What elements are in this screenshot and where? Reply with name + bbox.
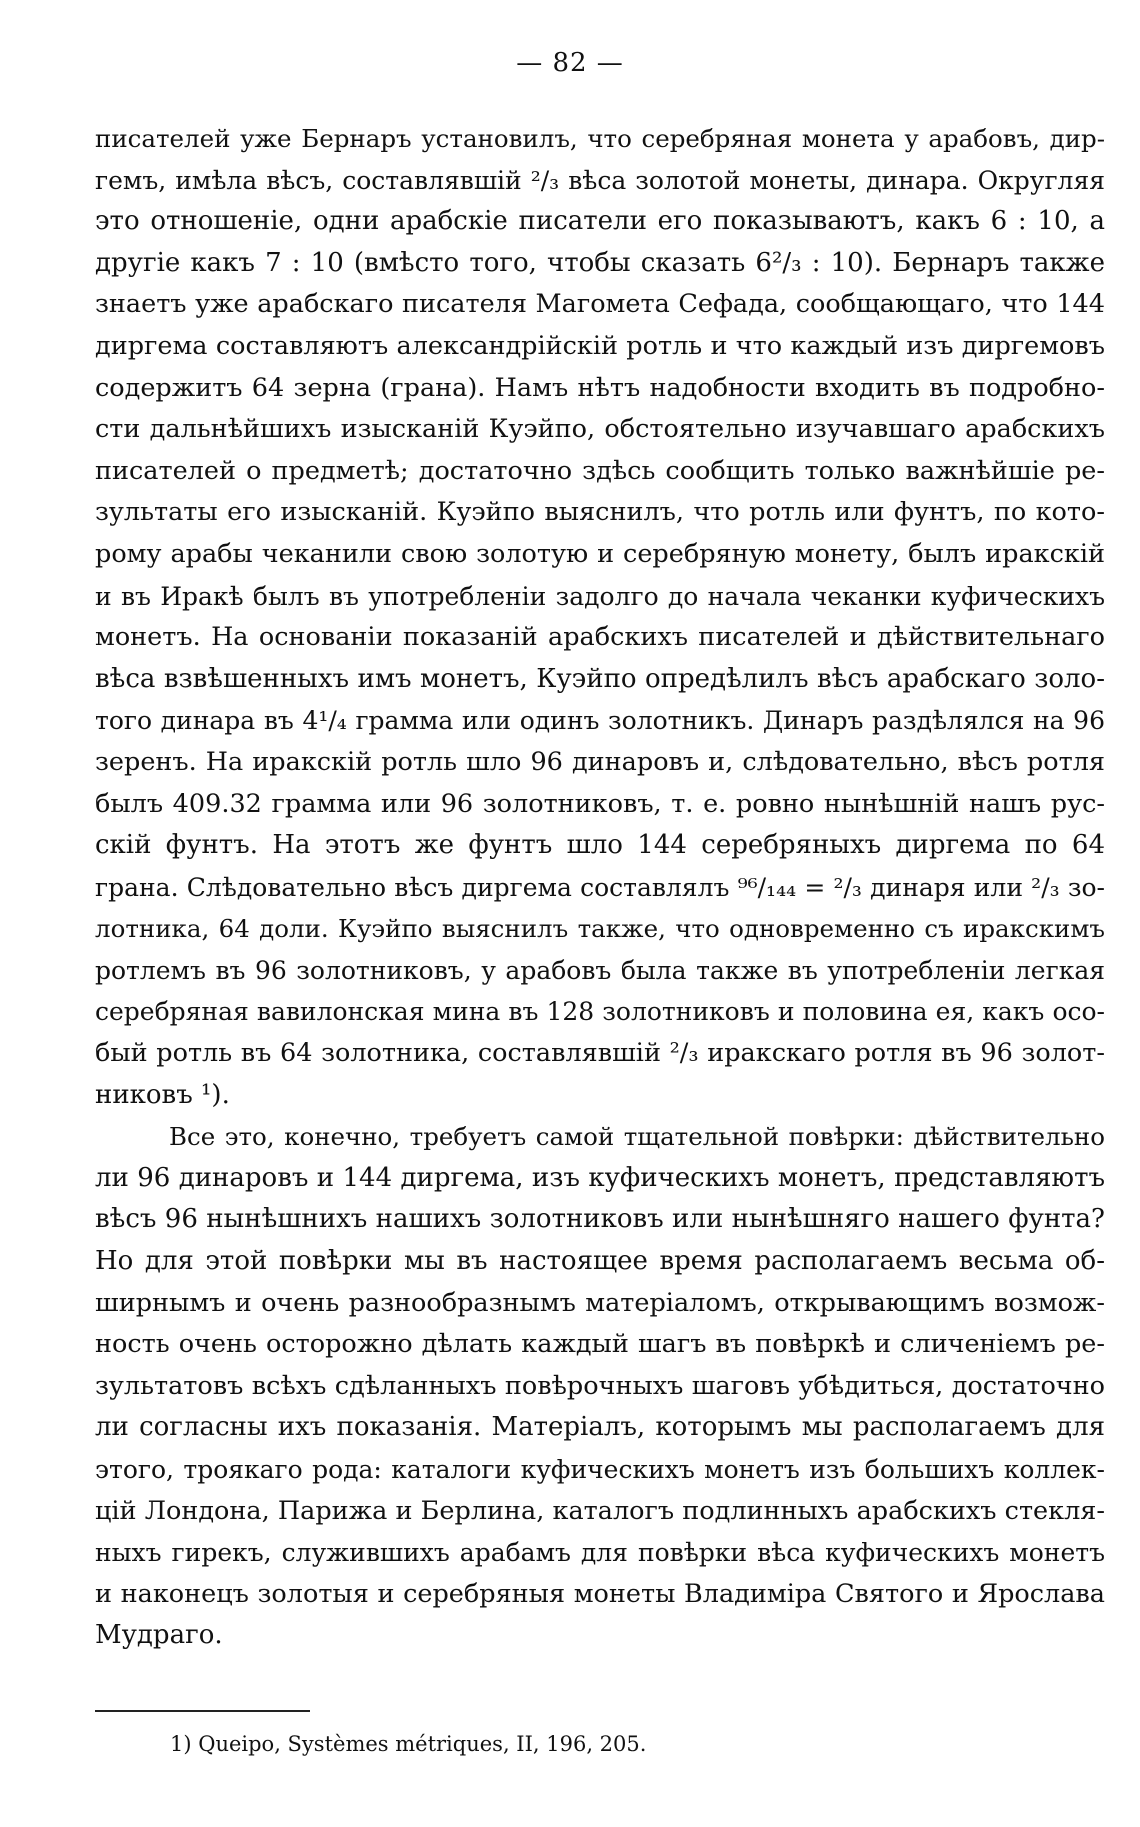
text-line: цій Лондона, Парижа и Берлина, каталогъ подлинныхъ арабскихъ стекля- [95, 1495, 1105, 1526]
text-line: ность очень осторожно дѣлать каждый шагъ въ повѣркѣ и сличеніемъ ре- [95, 1329, 1105, 1360]
text-line: лотника, 64 доли. Куэйпо выяснилъ также, что одновременно съ иракскимъ [95, 914, 1105, 944]
text-line: скій фунтъ. На этотъ же фунтъ шло 144 серебряныхъ диргема по 64 [95, 830, 1105, 861]
text-line: ли 96 динаровъ и 144 диргема, изъ куфическихъ монетъ, представляютъ [95, 1162, 1105, 1193]
text-line: грана. Слѣдовательно вѣсъ диргема составлялъ ⁹⁶/₁₄₄ = ²/₃ динаря или ²/₃ зо- [95, 872, 1105, 902]
page-number: — 82 — [516, 48, 624, 78]
text-line: серебряная вавилонская мина въ 128 золотниковъ и половина ея, какъ осо- [95, 997, 1105, 1027]
text-line: другіе какъ 7 : 10 (вмѣсто того, чтобы сказать 6²/₃ : 10). Бернаръ также [95, 247, 1105, 278]
paragraph-2 [95, 1116, 1105, 1657]
text-line: гемъ, имѣла вѣсъ, составлявшій ²/₃ вѣса золотой монеты, динара. Округляя [95, 165, 1105, 195]
text-line: Мудраго. [95, 1620, 223, 1651]
text-line: писателей уже Бернаръ установилъ, что серебряная монета у арабовъ, дир- [95, 124, 1105, 153]
paragraph-1 [95, 118, 1105, 1116]
text-line: вѣса взвѣшенныхъ имъ монетъ, Куэйпо опредѣлилъ вѣсъ арабскаго золо- [95, 663, 1105, 694]
text-line: того динара въ 4¹/₄ грамма или одинъ золотникъ. Динаръ раздѣлялся на 96 [95, 706, 1105, 736]
text-line: сти дальнѣйшихъ изысканій Куэйпо, обстоятельно изучавшаго арабскихъ [95, 414, 1105, 445]
text-line: содержитъ 64 зерна (грана). Намъ нѣтъ надобности входить въ подробно- [95, 372, 1105, 403]
text-line: это отношеніе, одни арабскіе писатели его показываютъ, какъ 6 : 10, а [95, 206, 1105, 237]
text-line: и въ Иракѣ былъ въ употребленіи задолго до начала чеканки куфическихъ [95, 581, 1105, 611]
text-line: бый ротль въ 64 золотника, составлявшій ²/₃ иракскаго ротля въ 96 золот- [95, 1038, 1105, 1069]
text-line: зультатовъ всѣхъ сдѣланныхъ повѣрочныхъ шаговъ убѣдиться, достаточно [95, 1370, 1105, 1401]
text-line: ныхъ гирекъ, служившихъ арабамъ для повѣрки вѣса куфическихъ монетъ [95, 1538, 1105, 1568]
text-line: зультаты его изысканій. Куэйпо выяснилъ, что ротль или фунтъ, по кото- [95, 497, 1105, 528]
text-line: ширнымъ и очень разнообразнымъ матеріаломъ, открывающимъ возмож- [95, 1287, 1105, 1318]
text-line: этого, троякаго рода: каталоги куфическихъ монетъ изъ большихъ коллек- [95, 1455, 1105, 1484]
footnote: 1) Queipo, Systèmes métriques, II, 196, 205. [170, 1732, 647, 1756]
text-line: писателей о предметѣ; достаточно здѣсь сообщить только важнѣйшіе ре- [95, 455, 1105, 486]
body-text [95, 118, 1105, 1657]
text-line: рому арабы чеканили свою золотую и серебряную монету, былъ иракскій [95, 538, 1105, 569]
text-line: знаетъ уже арабскаго писателя Магомета Сефада, сообщающаго, что 144 [95, 289, 1105, 320]
text-line: и наконецъ золотыя и серебряныя монеты Владиміра Святого и Ярослава [95, 1578, 1105, 1609]
text-line: вѣсъ 96 нынѣшнихъ нашихъ золотниковъ или нынѣшняго нашего фунта? [95, 1204, 1105, 1235]
text-line: Все это, конечно, требуетъ самой тщательной повѣрки: дѣйствительно [169, 1122, 1105, 1152]
text-line: ротлемъ въ 96 золотниковъ, у арабовъ была также въ употребленіи легкая [95, 955, 1105, 985]
text-line: Но для этой повѣрки мы въ настоящее время располагаемъ весьма об- [95, 1246, 1105, 1277]
text-line: ли согласны ихъ показанія. Матеріалъ, которымъ мы располагаемъ для [95, 1412, 1105, 1443]
text-line: диргема составляютъ александрійскій ротль и что каждый изъ диргемовъ [95, 330, 1105, 361]
footnote-divider [95, 1710, 310, 1712]
text-line: зеренъ. На иракскій ротль шло 96 динаровъ и, слѣдовательно, вѣсъ ротля [95, 746, 1105, 777]
text-line: былъ 409.32 грамма или 96 золотниковъ, т. е. ровно нынѣшній нашъ рус- [95, 788, 1105, 819]
text-line: монетъ. На основаніи показаній арабскихъ писателей и дѣйствительнаго [95, 622, 1105, 653]
text-line: никовъ ¹). [95, 1079, 230, 1110]
